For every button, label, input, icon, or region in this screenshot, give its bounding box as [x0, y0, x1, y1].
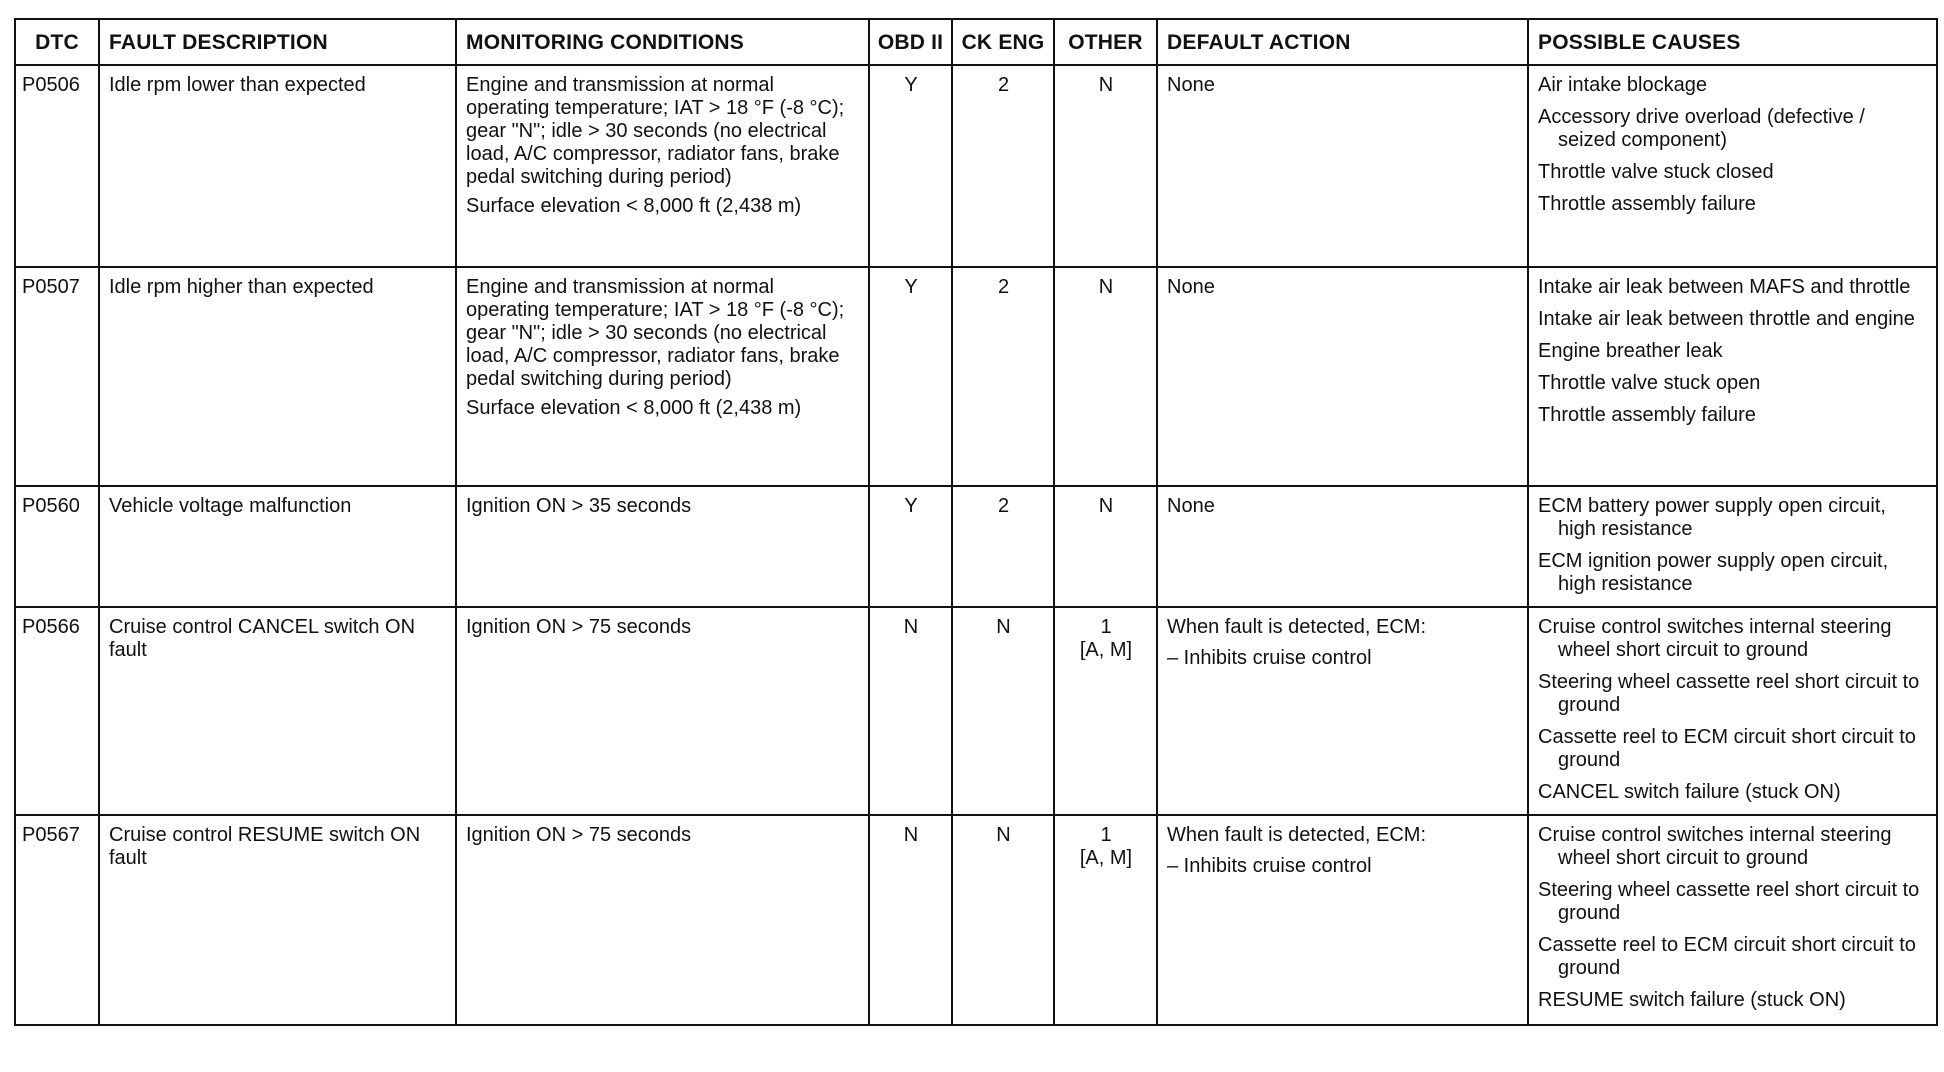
default-action-item: – Inhibits cruise control	[1167, 647, 1372, 669]
possible-cause: Engine breather leak	[1538, 340, 1723, 362]
monitoring-condition: Ignition ON > 75 seconds	[466, 616, 692, 638]
possible-cause: Intake air leak between MAFS and throttle	[1538, 276, 1911, 298]
monitoring-condition: Ignition ON > 75 seconds	[466, 824, 692, 846]
table-row	[15, 486, 1937, 607]
monitoring-condition: Engine and transmission at normal operating temperature; IAT > 18 °F (-8 °C); gear "N"; idle > 30 seconds (no electrical load, A/C compressor, radiator fans, brake pedal switching during period)	[466, 74, 845, 188]
default-action-text: When fault is detected, ECM:	[1167, 616, 1427, 638]
possible-cause: Intake air leak between throttle and engine	[1538, 308, 1915, 330]
possible-cause: Steering wheel cassette reel short circuit to ground	[1538, 671, 1920, 716]
possible-cause: Throttle valve stuck open	[1538, 372, 1761, 394]
obd2-value: Y	[869, 486, 952, 607]
default-action	[1157, 267, 1528, 486]
dtc-code: P0566	[15, 607, 99, 815]
possible-cause: RESUME switch failure (stuck ON)	[1538, 989, 1846, 1011]
possible-cause: Air intake blockage	[1538, 74, 1707, 96]
dtc-table	[14, 18, 1938, 1026]
header-dtc: DTC	[15, 19, 99, 65]
monitoring-conditions	[456, 607, 869, 815]
possible-cause: CANCEL switch failure (stuck ON)	[1538, 781, 1841, 803]
default-action-text: None	[1167, 74, 1215, 96]
other-sub: [A, M]	[1079, 639, 1133, 661]
dtc-code: P0560	[15, 486, 99, 607]
monitoring-condition: Surface elevation < 8,000 ft (2,438 m)	[466, 195, 802, 217]
table-row	[15, 607, 1937, 815]
possible-cause: Throttle valve stuck closed	[1538, 161, 1774, 183]
obd2-value: N	[869, 607, 952, 815]
possible-cause: Cassette reel to ECM circuit short circuit to ground	[1538, 934, 1916, 979]
other-value	[1054, 65, 1157, 267]
other-value	[1054, 815, 1157, 1025]
default-action	[1157, 815, 1528, 1025]
header-default-action: DEFAULT ACTION	[1157, 19, 1528, 65]
default-action-text: None	[1167, 276, 1215, 298]
fault-description: Vehicle voltage malfunction	[99, 486, 456, 607]
possible-causes	[1528, 486, 1937, 607]
possible-causes	[1528, 607, 1937, 815]
possible-cause: ECM battery power supply open circuit, high resistance	[1538, 495, 1886, 540]
other-code: N	[1098, 495, 1114, 517]
default-action	[1157, 486, 1528, 607]
fault-description: Cruise control CANCEL switch ON fault	[99, 607, 456, 815]
header-obd2: OBD II	[869, 19, 952, 65]
default-action	[1157, 65, 1528, 267]
possible-cause: Cruise control switches internal steering wheel short circuit to ground	[1538, 824, 1892, 869]
monitoring-conditions	[456, 65, 869, 267]
possible-cause: Accessory drive overload (defective / seized component)	[1538, 106, 1865, 151]
possible-cause: Cruise control switches internal steering wheel short circuit to ground	[1538, 616, 1892, 661]
header-possible-causes: POSSIBLE CAUSES	[1528, 19, 1937, 65]
table-row	[15, 815, 1937, 1025]
monitoring-condition: Ignition ON > 35 seconds	[466, 495, 692, 517]
dtc-code: P0567	[15, 815, 99, 1025]
ck-eng-value: 2	[952, 65, 1054, 267]
possible-cause: ECM ignition power supply open circuit, high resistance	[1538, 550, 1889, 595]
other-code: N	[1098, 276, 1114, 298]
obd2-value: Y	[869, 65, 952, 267]
other-value	[1054, 267, 1157, 486]
fault-description: Cruise control RESUME switch ON fault	[99, 815, 456, 1025]
table-row	[15, 65, 1937, 267]
other-code: 1	[1100, 824, 1112, 846]
default-action-text: None	[1167, 495, 1215, 517]
possible-cause: Throttle assembly failure	[1538, 404, 1756, 426]
possible-causes	[1528, 65, 1937, 267]
other-sub: [A, M]	[1079, 847, 1133, 869]
header-monitoring-conditions: MONITORING CONDITIONS	[456, 19, 869, 65]
header-ck-eng: CK ENG	[952, 19, 1054, 65]
dtc-reference-page	[14, 18, 1938, 1026]
obd2-value: N	[869, 815, 952, 1025]
dtc-code: P0507	[15, 267, 99, 486]
dtc-code: P0506	[15, 65, 99, 267]
other-code: 1	[1100, 616, 1112, 638]
ck-eng-value: 2	[952, 267, 1054, 486]
default-action-text: When fault is detected, ECM:	[1167, 824, 1427, 846]
possible-cause: Cassette reel to ECM circuit short circuit to ground	[1538, 726, 1916, 771]
possible-causes	[1528, 815, 1937, 1025]
possible-cause: Steering wheel cassette reel short circuit to ground	[1538, 879, 1920, 924]
fault-description: Idle rpm lower than expected	[99, 65, 456, 267]
monitoring-condition: Surface elevation < 8,000 ft (2,438 m)	[466, 397, 802, 419]
possible-cause: Throttle assembly failure	[1538, 193, 1756, 215]
monitoring-conditions	[456, 486, 869, 607]
table-header-row	[15, 19, 1937, 65]
other-code: N	[1098, 74, 1114, 96]
header-other: OTHER	[1054, 19, 1157, 65]
other-value	[1054, 486, 1157, 607]
fault-description: Idle rpm higher than expected	[99, 267, 456, 486]
monitoring-condition: Engine and transmission at normal operating temperature; IAT > 18 °F (-8 °C); gear "N"; idle > 30 seconds (no electrical load, A/C compressor, radiator fans, brake pedal switching during period)	[466, 276, 845, 390]
ck-eng-value: N	[952, 815, 1054, 1025]
default-action-item: – Inhibits cruise control	[1167, 855, 1372, 877]
monitoring-conditions	[456, 267, 869, 486]
obd2-value: Y	[869, 267, 952, 486]
default-action	[1157, 607, 1528, 815]
other-value	[1054, 607, 1157, 815]
header-fault-description: FAULT DESCRIPTION	[99, 19, 456, 65]
table-row	[15, 267, 1937, 486]
ck-eng-value: N	[952, 607, 1054, 815]
ck-eng-value: 2	[952, 486, 1054, 607]
possible-causes	[1528, 267, 1937, 486]
monitoring-conditions	[456, 815, 869, 1025]
